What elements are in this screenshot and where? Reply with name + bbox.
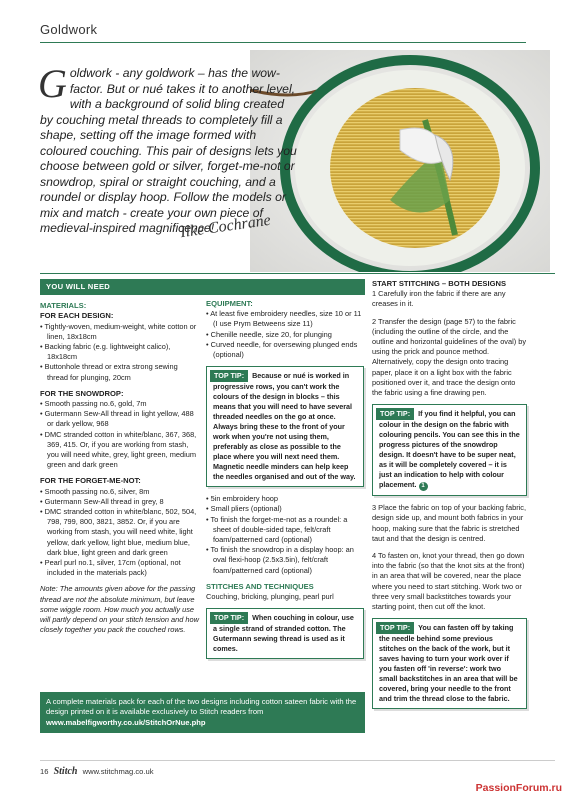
pack-text: A complete materials pack for each of the two designs including cotton sateen fabric with the design printed on it is available exclusively to Stitch readers from bbox=[46, 697, 357, 717]
stitches-text: Couching, bricking, plunging, pearl purl bbox=[206, 592, 334, 602]
list-item: • 5in embroidery hoop bbox=[206, 494, 279, 504]
list-item: • Gutermann Sew-All thread in light yellow, 488 or dark yellow, 968 bbox=[40, 409, 194, 429]
list-item: • DMC stranded cotton in white/blanc, 502, 504, 798, 799, 800, 3821, 3852. Or, if you are working from stash, you will need white, light yellow, dark yellow, light blue, medium blue, dark blue, light green and dark green bbox=[40, 507, 197, 557]
list-item: • Backing fabric (e.g. lightweight calico), 18x18cm bbox=[40, 342, 171, 362]
list-item: • Pearl purl no.1, silver, 17cm (optional, not included in the materials pack) bbox=[40, 558, 181, 578]
list-item: • Curved needle, for oversewing plunged ends (optional) bbox=[206, 339, 358, 360]
top-tip-text: You can fasten off by taking the needle behind some previous stitches on the back of the work, but it saves having to turn your work over if you fasten off 'in reverse': work two small backstitches in an area that will be covered, bring your needle to the front and trim the thread close to the fabric. bbox=[379, 623, 518, 704]
section-title: Goldwork bbox=[40, 22, 98, 37]
list-item: • To finish the snowdrop in a display hoop: an oval flexi-hoop (2.5x3.5in), felt/craft foam/patterned card (optional) bbox=[206, 545, 354, 575]
step-2: 2 Transfer the design (page 57) to the fabric (including the outline of the circle, and the outline and horizontal guidelines of the oval) by using the prick and pounce method. Alternatively, copy the design onto tracing paper, place it on a light box with the fabric positioned over it, and trace the design onto the fabric using a fine drawing pen. bbox=[372, 316, 527, 398]
footer bbox=[40, 766, 154, 777]
you-will-need-banner: YOU WILL NEED bbox=[40, 279, 365, 295]
list-item: • DMC stranded cotton in white/blanc, 367, 368, 369, 415. Or, if you are working from stash, you will need white, grey, light green, medium green and dark green bbox=[40, 429, 197, 470]
list-item: • Chenille needle, size 20, for plunging bbox=[206, 329, 332, 339]
top-tip-box bbox=[206, 608, 364, 659]
intro-paragraph bbox=[38, 61, 300, 237]
top-tip-box bbox=[372, 618, 527, 709]
each-design-heading: FOR EACH DESIGN: bbox=[40, 311, 114, 321]
top-tip-label: TOP TIP: bbox=[210, 612, 248, 624]
materials-pack-box bbox=[40, 692, 365, 733]
column-equipment bbox=[206, 299, 364, 659]
snowdrop-heading: FOR THE SNOWDROP: bbox=[40, 388, 124, 398]
list-item: • Buttonhole thread or extra strong sewing thread for plunging, 20cm bbox=[40, 362, 178, 382]
top-tip-label: TOP TIP: bbox=[376, 408, 414, 420]
list-item: • Small pliers (optional) bbox=[206, 504, 282, 514]
drop-cap: G bbox=[38, 61, 67, 106]
magazine-logo: Stitch bbox=[53, 766, 78, 777]
start-heading: START STITCHING – BOTH DESIGNS bbox=[372, 279, 507, 288]
top-tip-box bbox=[206, 366, 364, 487]
top-tip-text: When couching in colour, use a single strand of stranded cotton. The Gutermann sewing thread is used as it comes. bbox=[213, 613, 354, 654]
photo-number-badge: 1 bbox=[419, 482, 428, 491]
forgetmenot-heading: FOR THE FORGET-ME-NOT: bbox=[40, 476, 141, 486]
note-paragraph: Note: The amounts given above for the passing thread are not the absolute minimum, but leave some wiggle room. How much you actually use will partly depend on your stitch tension and how closely together you pack the couched rows. bbox=[40, 584, 199, 635]
equipment-heading: EQUIPMENT: bbox=[206, 299, 253, 308]
content-rule bbox=[40, 273, 555, 274]
column-materials bbox=[40, 279, 200, 636]
stitches-heading: STITCHES AND TECHNIQUES bbox=[206, 581, 314, 591]
footer-url[interactable]: www.stitchmag.co.uk bbox=[82, 767, 154, 776]
intro-text: oldwork - any goldwork – has the wow-factor. But or nué takes it to another level, with a background of solid bling created by couching metal threads to completely fill a shape, setting off the image formed with coloured couching. This pair of designs lets you choose between gold or silver, forget-me-not or snowdrop, spiral or straight couching, and a roundel or display hoop. Follow the models or mix and match - create your own piece of medieval-inspired magnificence! bbox=[40, 66, 297, 235]
top-tip-label: TOP TIP: bbox=[376, 622, 414, 634]
watermark: PassionForum.ru bbox=[475, 782, 562, 794]
list-item: • Smooth passing no.6, silver, 8m bbox=[40, 486, 150, 496]
list-item: • At least five embroidery needles, size 10 or 11 (I use Prym Betweens size 11) bbox=[206, 309, 362, 329]
top-tip-label: TOP TIP: bbox=[210, 370, 248, 382]
page-number: 16 bbox=[40, 767, 49, 776]
footer-rule bbox=[40, 760, 555, 761]
column-start-stitching bbox=[372, 279, 527, 709]
top-tip-text: If you find it helpful, you can colour in the design on the fabric with colouring pencils. You can see this in the progress pictures of the snowdrop design. It doesn't have to be super neat, as it will be completely covered – it is just an indication to help with colour placement. bbox=[379, 409, 520, 490]
pack-link[interactable]: www.mabelfigworthy.co.uk/StitchOrNue.php bbox=[46, 717, 206, 727]
step-1: 1 Carefully iron the fabric if there are any creases in it. bbox=[372, 289, 506, 309]
list-item: • Smooth passing no.6, gold, 7m bbox=[40, 399, 147, 409]
step-3: 3 Place the fabric on top of your backing fabric, design side up, and mount both fabrics in your hoop, making sure that the fabric is stretched taut and that the design is centred. bbox=[372, 503, 527, 543]
header-rule bbox=[40, 42, 526, 43]
author-signature: Ilke Cochrane bbox=[179, 211, 272, 242]
top-tip-box bbox=[372, 404, 527, 496]
step-4: 4 To fasten on, knot your thread, then go down into the fabric (so that the knot sits at the front) in an area that will be covered, near the place where you need to start stitching. Work two or three very small backstitches towards your starting point, then cut off the knot. bbox=[372, 551, 525, 612]
list-item: • Tightly-woven, medium-weight, white cotton or linen, 18x18cm bbox=[40, 321, 197, 341]
materials-heading: MATERIALS: bbox=[40, 301, 87, 311]
list-item: • Gutermann Sew-All thread in grey, 8 bbox=[40, 496, 164, 506]
top-tip-text: Because or nué is worked in progressive rows, you can't work the colours of the design in blocks – this means that you will need to have several threaded needles on the go at once. Always bring these to the front of your work when you're not using them, preferably as close as possible to the place where you will next need them. Magnetic needle minders can help keep the needles organised and out of the way. bbox=[213, 371, 356, 482]
list-item: • To finish the forget-me-not as a roundel: a sheet of double-sided tape, felt/craft foam/patterned card (optional) bbox=[206, 514, 348, 545]
